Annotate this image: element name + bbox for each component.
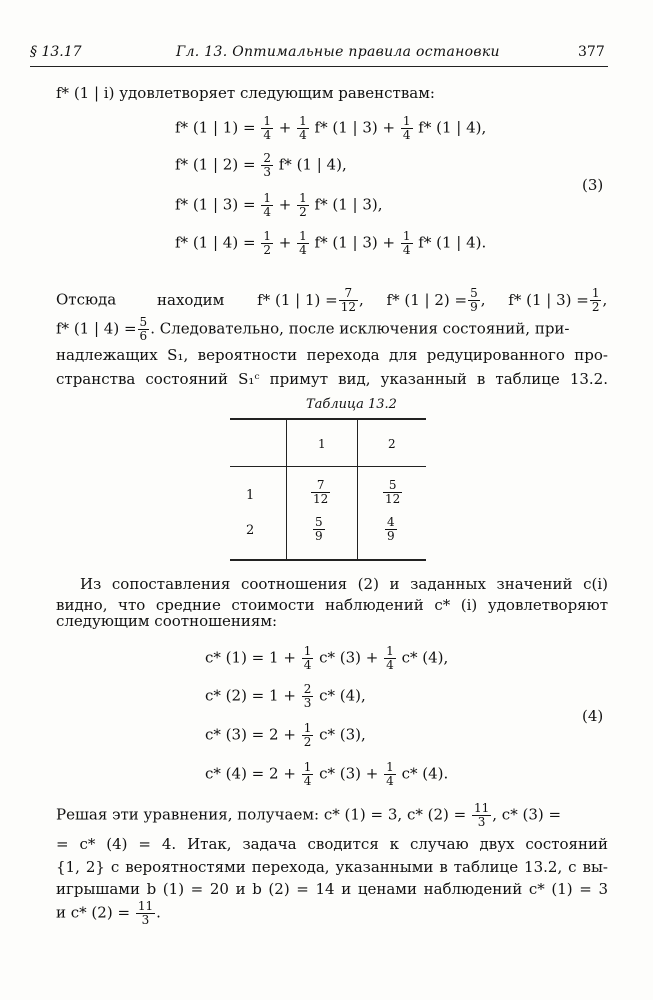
equation-lhs: f* (1 | 3) = (175, 195, 256, 214)
table-column-divider (286, 418, 287, 560)
table-cell: $\frac{5}{9}$ (315, 515, 323, 543)
text-line: = c* (4) = 4. Итак, задача сводится к случаю двух состояний (56, 835, 608, 853)
table-header-rule (230, 466, 426, 467)
equation-line (175, 192, 383, 219)
equation-lhs: f* (1 | 1) = (175, 118, 256, 137)
equation-term: c* (3) + (319, 648, 379, 667)
equation-lhs: c* (4) = 2 + (205, 764, 296, 783)
equation-line (205, 683, 366, 710)
fraction: $\frac{5}{6}$ (139, 315, 148, 343)
table-cell: $\frac{7}{12}$ (313, 478, 329, 506)
equation-term: c* (3) + (319, 764, 379, 783)
fraction: $\frac{11}{3}$ (473, 801, 490, 829)
intro-line: f* (1 | i) удовлетворяет следующим равенствам: (56, 84, 435, 102)
table-cell: $\frac{5}{12}$ (385, 478, 401, 506)
equation-lhs: c* (2) = 1 + (205, 686, 296, 705)
equation-term: f* (1 | 4). (418, 233, 487, 252)
equation-term: c* (3), (319, 725, 366, 744)
header-rule (30, 66, 608, 67)
table-row-label: 1 (246, 488, 255, 503)
running-title: Гл. 13. Оптимальные правила остановки (176, 44, 500, 60)
fraction: $\frac{1}{4}$ (402, 229, 411, 257)
equation-lhs: f* (1 | 1) = (257, 290, 338, 309)
equation-line (175, 152, 347, 179)
fraction: $\frac{1}{2}$ (263, 229, 271, 257)
fraction: $\frac{2}{3}$ (263, 151, 271, 179)
fraction: $\frac{1}{2}$ (299, 191, 307, 219)
text-run: . Следовательно, после исключения состояний, при- (150, 319, 570, 338)
text-line: игрышами b (1) = 20 и b (2) = 14 и ценами наблюдений c* (1) = 3 (56, 880, 608, 898)
equation-lhs: c* (1) = 1 + (205, 648, 296, 667)
table-header-cell: 1 (318, 437, 326, 451)
plus-sign: + (278, 118, 292, 137)
text-run: Решая эти уравнения, получаем: c* (1) = 3, c* (2) = (56, 805, 467, 824)
equation-line (175, 115, 486, 142)
text-line: {1, 2} с вероятностями перехода, указанными в таблице 13.2, с вы- (56, 858, 608, 876)
fraction: $\frac{1}{4}$ (303, 760, 312, 788)
fraction: $\frac{1}{4}$ (299, 114, 307, 142)
equation-term: c* (4), (401, 648, 449, 667)
page-number: 377 (578, 44, 605, 60)
fraction: $\frac{1}{4}$ (263, 191, 271, 219)
text-line: видно, что средние стоимости наблюдений c* (i) удовлетворяют (56, 596, 608, 614)
table-row-label: 2 (246, 523, 255, 538)
fraction: $\frac{1}{4}$ (386, 644, 394, 672)
table-column-divider (357, 418, 358, 560)
equation-term: c* (4), (319, 686, 366, 705)
table-top-rule (230, 418, 426, 420)
comma: , (358, 290, 364, 309)
equation-lhs: f* (1 | 4) = (56, 319, 137, 338)
text-run: и c* (2) = (56, 903, 131, 922)
equation-lhs: f* (1 | 3) = (508, 290, 589, 309)
equation-line (205, 645, 448, 672)
text-run: . (156, 903, 161, 922)
equation-term: f* (1 | 4), (418, 118, 487, 137)
equation-number: (4) (582, 707, 604, 725)
fraction: $\frac{1}{2}$ (303, 721, 312, 749)
table-cell: $\frac{4}{9}$ (387, 515, 395, 543)
plus-sign: + (278, 195, 292, 214)
fraction: $\frac{2}{3}$ (303, 682, 312, 710)
text-line: следующим соотношениям: (56, 612, 278, 630)
table-header-cell: 2 (388, 437, 396, 451)
fraction: $\frac{1}{4}$ (402, 114, 411, 142)
equation-term: c* (4). (401, 764, 449, 783)
fraction: $\frac{5}{9}$ (470, 286, 478, 314)
equation-line (175, 230, 486, 257)
equation-term: f* (1 | 3) + (314, 118, 396, 137)
text-line (56, 900, 161, 927)
equation-line (205, 722, 366, 749)
comma: , (480, 290, 486, 309)
results-line (56, 287, 607, 314)
equation-lhs: f* (1 | 4) = (175, 233, 256, 252)
fraction: $\frac{1}{2}$ (591, 286, 600, 314)
text-line: надлежащих S₁, вероятности перехода для редуцированного про- (56, 346, 608, 364)
comma: , (602, 290, 608, 309)
text-line: Из сопоставления соотношения (2) и заданных значений c(i) (80, 575, 608, 593)
fraction: $\frac{1}{4}$ (303, 644, 312, 672)
plus-sign: + (278, 233, 292, 252)
equation-term: f* (1 | 4), (278, 155, 347, 174)
text-run: , c* (3) = (492, 805, 562, 824)
table-bottom-rule (230, 559, 426, 561)
equation-term: f* (1 | 3), (314, 195, 383, 214)
equation-lhs: f* (1 | 2) = (175, 155, 256, 174)
equation-lhs: c* (3) = 2 + (205, 725, 296, 744)
results-line (56, 316, 608, 343)
equation-lhs: f* (1 | 2) = (386, 290, 468, 309)
fraction: $\frac{11}{3}$ (137, 899, 154, 927)
text-line (56, 802, 561, 829)
text-line: странства состояний S₁ᶜ примут вид, указанный в таблице 13.2. (56, 370, 608, 388)
word: находим (157, 290, 225, 309)
table-caption: Таблица 13.2 (306, 397, 397, 412)
section-number: § 13.17 (30, 44, 82, 60)
fraction: $\frac{1}{4}$ (299, 229, 307, 257)
equation-line (205, 761, 448, 788)
equation-number: (3) (582, 176, 604, 194)
equation-term: f* (1 | 3) + (314, 233, 396, 252)
fraction: $\frac{1}{4}$ (263, 114, 271, 142)
fraction: $\frac{1}{4}$ (386, 760, 394, 788)
word: Отсюда (56, 290, 117, 309)
fraction: $\frac{7}{12}$ (340, 286, 356, 314)
